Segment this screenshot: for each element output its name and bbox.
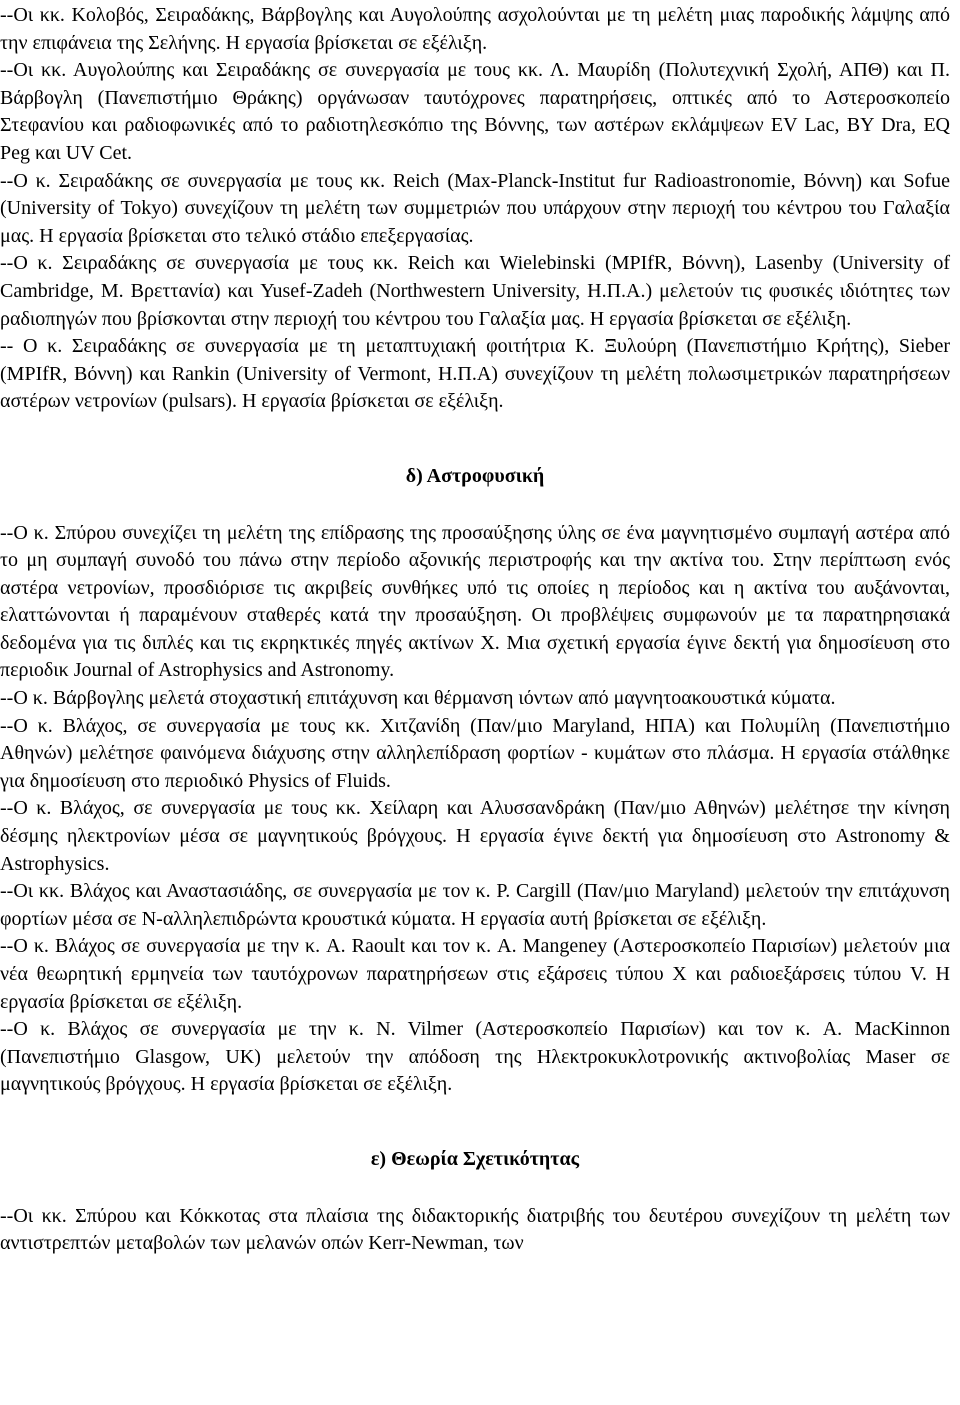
section-heading-astrophysics: δ) Αστροφυσική <box>405 464 545 487</box>
paragraph: --Ο κ. Σειραδάκης σε συνεργασία με τους κκ. Reich (Max-Planck-Institut fur Radioastronomie, Βόννη) και Sofue (University of Tokyo) συνεχίζουν τη μελέτη των συμμετριών που υπάρχουν στην περιοχή του κέντρου του Γαλαξία μας. Η εργασία βρίσκεται στο τελικό στάδιο επεξεργασίας. <box>0 169 950 247</box>
paragraph: --Οι κκ. Κολοβός, Σειραδάκης, Βάρβογλης και Αυγολούπης ασχολούνται με τη μελέτη μιας παροδικής λάμψης από την επιφάνεια της Σελήνης. Η εργασία βρίσκεται σε εξέλιξη. <box>0 4 950 54</box>
paragraph: --Οι κκ. Βλάχος και Αναστασιάδης, σε συνεργασία με τον κ. P. Cargill (Παν/μιο Maryland) μελετούν την επιτάχυνση φορτίων μέσα σε N-αλληλεπιδρώντα κρουστικά κύματα. Η εργασία αυτή βρίσκεται σε εξέλιξη. <box>0 880 950 930</box>
paragraph: --Ο κ. Βλάχος σε συνεργασία με την κ. A. Raoult και τον κ. A. Mangeney (Αστεροσκοπείο Παρισίων) μελετούν μια νέα θεωρητική ερμηνεία των ταυτόχρονων παρατηρήσεων στις εξάρσεις τύπου X και ραδιοεξάρσεις τύπου V. Η εργασία βρίσκεται σε εξέλιξη. <box>0 935 950 1013</box>
paragraph: --Οι κκ. Σπύρου και Κόκκοτας στα πλαίσια της διδακτορικής διατριβής του δευτέρου συνεχίζουν τη μελέτη των αντιστρεπτών μεταβολών των μελανών οπών Kerr-Newman, των <box>0 1204 950 1255</box>
paragraph: --Ο κ. Σειραδάκης σε συνεργασία με τους κκ. Reich και Wielebinski (MPIfR, Βόννη), Lasenby (University of Cambridge, Μ. Βρεττανία) και Yusef-Zadeh (Northwestern University, Η.Π.Α.) μελετούν τις φυσικές ιδιότητες των ραδιοπηγών που βρίσκονται στην περιοχή του κέντρου του Γαλαξία μας. Η εργασία βρίσκεται σε εξέλιξη. <box>0 252 950 330</box>
paragraph: --Ο κ. Βλάχος, σε συνεργασία με τους κκ. Χιτζανίδη (Παν/μιο Maryland, ΗΠΑ) και Πολυμίλη (Πανεπιστήμιο Αθηνών) μελέτησε φαινόμενα διάχυσης στην αλληλεπίδραση φορτίων - κυμάτων στο πλάσμα. Η εργασία στάλθηκε για δημοσίευση στο περιοδικό Physics of Fluids. <box>0 714 950 792</box>
paragraph: --Ο κ. Σπύρου συνεχίζει τη μελέτη της επίδρασης της προσαύξησης ύλης σε ένα μαγνητισμένο συμπαγή αστέρα από το μη συμπαγή συνοδό του πάνω στην περίοδο αξονικής περιστροφής και την ακτίνα του. Στην περίπτωση ενός αστέρα νετρονίων, προσδιόρισε τις ακριβείς συνθήκες υπό τις οποίες η περίοδος και η ακτίνα του αυξάνονται, ελαττώνονται ή παραμένουν σταθερές κατά την προσαύξηση. Οι προβλέψεις συμφωνούν με τα παρατηρησιακά δεδομένα για τις διπλές και τις εκρηκτικές πηγές ακτίνων Χ. Μια σχετική εργασία έγινε δεκτή για δημοσίευση στο περιοδικ Journal of Astrophysics and Astronomy. <box>0 521 950 682</box>
paragraph: --Ο κ. Βάρβογλης μελετά στοχαστική επιτάχυνση και θέρμανση ιόντων από μαγνητοακουστικά κύματα. <box>0 687 836 710</box>
section-heading-relativity: ε) Θεωρία Σχετικότητας <box>370 1147 580 1170</box>
paragraph: -- Ο κ. Σειραδάκης σε συνεργασία με τη μεταπτυχιακή φοιτήτρια Κ. Ξυλούρη (Πανεπιστήμιο Κρήτης), Sieber (MPIfR, Βόννη) και Rankin (University of Vermont, Η.Π.Α) συνεχίζουν τη μελέτη πολωσιμετρικών παρατηρήσεων αστέρων νετρονίων (pulsars). Η εργασία βρίσκεται σε εξέλιξη. <box>0 335 950 413</box>
paragraph: --Ο κ. Βλάχος, σε συνεργασία με τους κκ. Χείλαρη και Αλυσσανδράκη (Παν/μιο Αθηνών) μελέτησε την κίνηση δέσμης ηλεκτρονίων μέσα σε μαγνητικούς βρόγχους. Η εργασία έγινε δεκτή για δημοσίευση στο Astronomy & Astrophysics. <box>0 797 950 875</box>
paragraph: --Οι κκ. Αυγολούπης και Σειραδάκης σε συνεργασία με τους κκ. Λ. Μαυρίδη (Πολυτεχνική Σχολή, ΑΠΘ) και Π. Βάρβογλη (Πανεπιστήμιο Θράκης) οργάνωσαν ταυτόχρονες παρατηρήσεις, οπτικές από το Αστεροσκοπείο Στεφανίου και ραδιοφωνικές από το ραδιοτηλεσκόπιο της Βόννης, των αστέρων εκλάμψεων EV Lac, BY Dra, EQ Peg και UV Cet. <box>0 59 950 164</box>
paragraph: --Ο κ. Βλάχος σε συνεργασία με την κ. N. Vilmer (Αστεροσκοπείο Παρισίων) και τον κ. A. MacKinnon (Πανεπιστήμιο Glasgow, UK) μελετούν την απόδοση της Ηλεκτροκυκλοτρονικής ακτινοβολίας Maser σε μαγνητικούς βρόγχους. Η εργασία βρίσκεται σε εξέλιξη. <box>0 1018 950 1096</box>
